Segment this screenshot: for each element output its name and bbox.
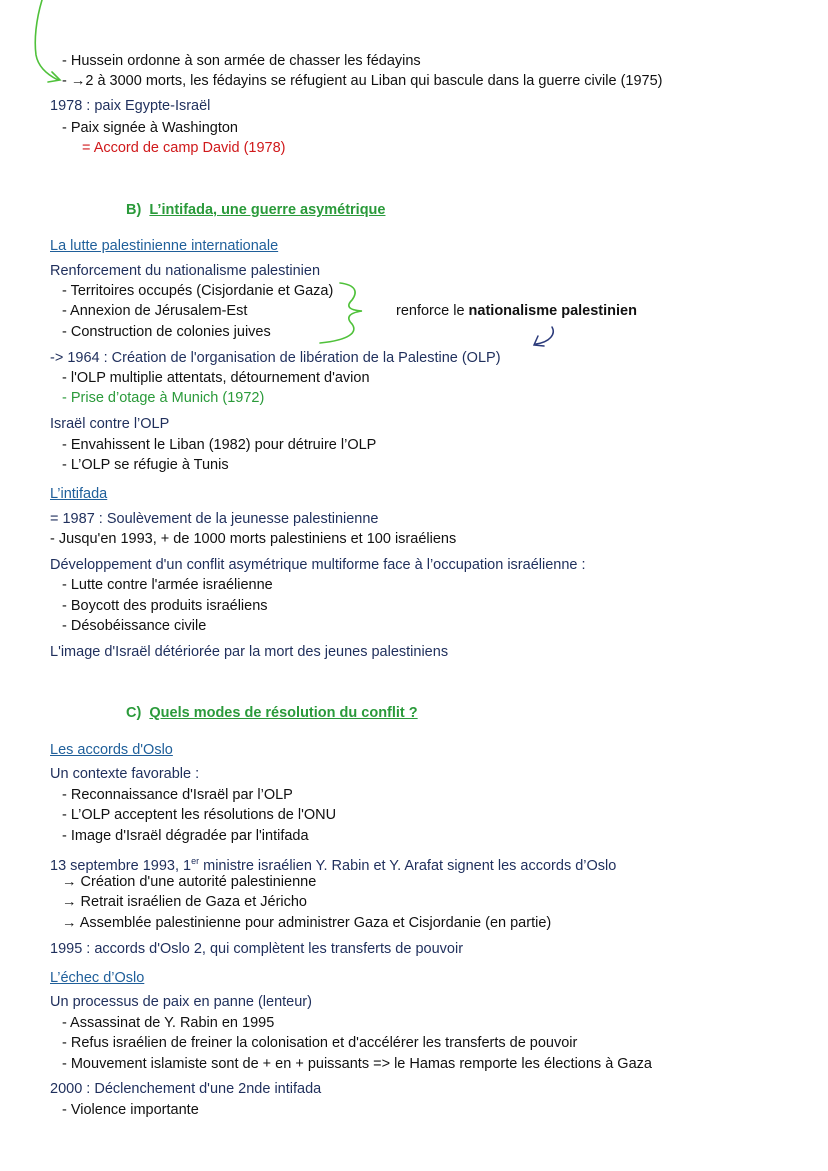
text-line: Israël contre l’OLP [50, 416, 170, 432]
text-line: - Désobéissance civile [62, 618, 207, 634]
subheading: L’échec d’Oslo [50, 970, 145, 986]
text-line: - Mouvement islamiste sont de + en + puissants => le Hamas remporte les élections à Gaza [62, 1056, 652, 1072]
text-line: -> 1964 : Création de l'organisation de libération de la Palestine (OLP) [50, 350, 501, 366]
text-line: - Prise d’otage à Munich (1972) [62, 390, 265, 406]
text-line: - Boycott des produits israéliens [62, 598, 268, 614]
text-line: L'image d'Israël détériorée par la mort des jeunes palestiniens [50, 644, 449, 660]
side-note-bold: nationalisme palestinien [468, 303, 637, 319]
text-line: - Violence importante [62, 1102, 199, 1118]
text-line: → Assemblée palestinienne pour administrer Gaza et Cisjordanie (en partie) [62, 915, 552, 931]
section-letter: C) [126, 705, 142, 721]
text-line: - Paix signée à Washington [62, 120, 238, 136]
text-line: - l'OLP multiplie attentats, détournement d'avion [62, 370, 370, 386]
side-note [396, 302, 637, 320]
text-line: - Envahissent le Liban (1982) pour détruire l’OLP [62, 437, 377, 453]
text-line: - Assassinat de Y. Rabin en 1995 [62, 1015, 275, 1031]
text-fragment: 13 septembre 1993, 1 [50, 857, 192, 874]
superscript: er [191, 856, 200, 866]
text-line: 1995 : accords d'Oslo 2, qui complètent les transferts de pouvoir [50, 941, 464, 957]
section-letter: B) [126, 202, 142, 218]
text-line: 2000 : Déclenchement d'une 2nde intifada [50, 1081, 322, 1097]
text-line: → Retrait israélien de Gaza et Jéricho [62, 894, 307, 910]
text-line: - Refus israélien de freiner la colonisation et d'accélérer les transferts de pouvoir [62, 1035, 578, 1051]
text-line: - L’OLP acceptent les résolutions de l'ONU [62, 807, 337, 823]
text-line: - Annexion de Jérusalem-Est [62, 303, 248, 319]
text-line: = Accord de camp David (1978) [82, 140, 286, 156]
section-title: L’intifada, une guerre asymétrique [149, 202, 386, 218]
side-note-text: renforce le [396, 303, 469, 319]
text-line: 1978 : paix Egypte-Israël [50, 98, 211, 114]
text-line: Un contexte favorable : [50, 766, 200, 782]
section-heading-b [126, 201, 385, 219]
text-line: = 1987 : Soulèvement de la jeunesse palestinienne [50, 511, 379, 527]
subheading: L’intifada [50, 486, 108, 502]
text-line: Renforcement du nationalisme palestinien [50, 263, 321, 279]
text-line: - Lutte contre l'armée israélienne [62, 577, 273, 593]
text-line [50, 852, 616, 875]
green-bracket-arrow [35, 0, 60, 82]
text-line: - Image d'Israël dégradée par l'intifada [62, 828, 309, 844]
text-line: - Reconnaissance d'Israël par l’OLP [62, 787, 293, 803]
text-line: - L’OLP se réfugie à Tunis [62, 457, 229, 473]
section-title: Quels modes de résolution du conflit ? [149, 705, 418, 721]
text-line: → Création d'une autorité palestinienne [62, 874, 317, 890]
text-line: - Construction de colonies juives [62, 324, 271, 340]
text-line: - Hussein ordonne à son armée de chasser les fédayins [62, 53, 421, 69]
text-line: - Jusqu'en 1993, + de 1000 morts palestiniens et 100 israéliens [50, 531, 457, 547]
text-line: Développement d'un conflit asymétrique multiforme face à l’occupation israélienne : [50, 557, 586, 573]
section-heading-c [126, 704, 418, 722]
text-line: - →2 à 3000 morts, les fédayins se réfugient au Liban qui bascule dans la guerre civile (1975) [62, 73, 663, 89]
text-line: Un processus de paix en panne (lenteur) [50, 994, 312, 1010]
text-line: - Territoires occupés (Cisjordanie et Gaza) [62, 283, 334, 299]
text-fragment: ministre israélien Y. Rabin et Y. Arafat signent les accords d’Oslo [199, 857, 617, 874]
subheading: Les accords d'Oslo [50, 742, 173, 758]
subheading: La lutte palestinienne internationale [50, 238, 279, 254]
navy-curved-arrow [534, 327, 553, 346]
